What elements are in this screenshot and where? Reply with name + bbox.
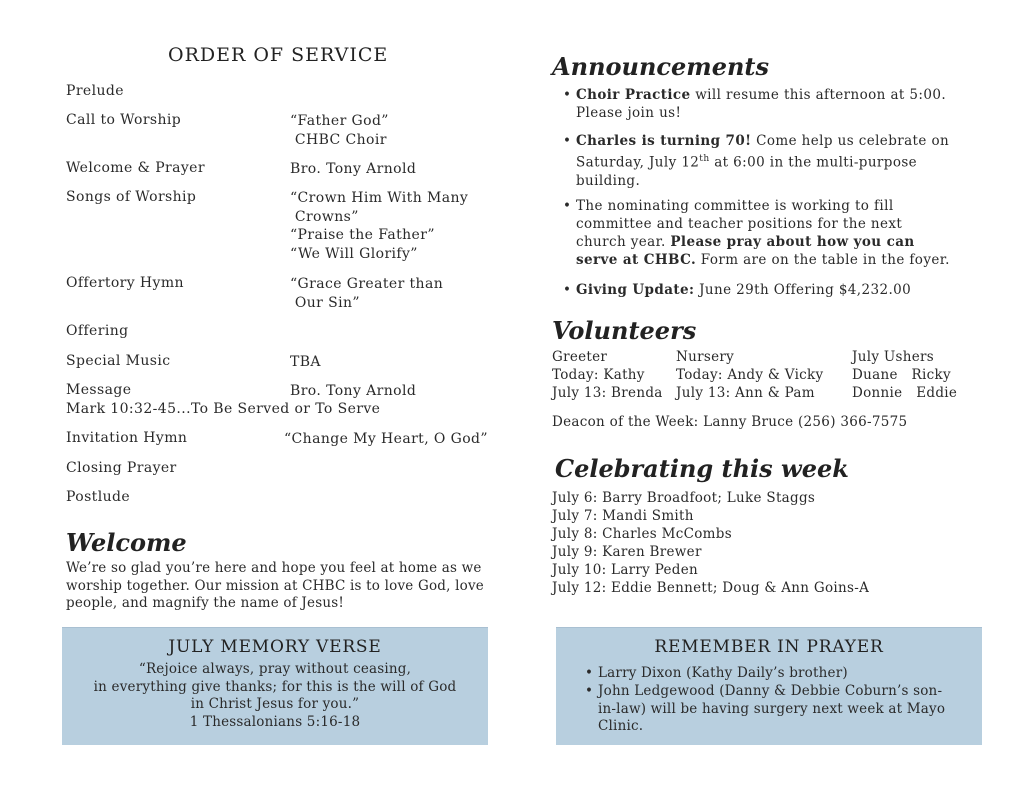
service-detail-line: TBA	[290, 354, 321, 370]
celebrating-list	[552, 489, 869, 597]
announcement-item	[563, 197, 956, 269]
greeter-title: Greeter	[552, 349, 608, 365]
announcement-item	[563, 132, 956, 190]
service-item-label: Prelude	[66, 83, 124, 99]
prayer-item	[585, 683, 958, 736]
announcement-tail: Form are on the table in the foyer.	[696, 252, 950, 268]
celebrating-line: July 12: Eddie Bennett; Doug & Ann Goins-A	[552, 580, 870, 596]
service-item-label: Postlude	[66, 489, 131, 505]
service-detail-line: Our Sin”	[290, 294, 360, 311]
service-detail-line: “Praise the Father”	[290, 227, 435, 243]
celebrating-line: July 10: Larry Peden	[552, 562, 698, 578]
service-item-detail	[290, 353, 321, 372]
prayer-item-text: John Ledgewood (Danny & Debbie Coburn’s son-in-law) will be having surgery next week at Mayo Clinic.	[598, 683, 946, 734]
service-detail-line: “Crown Him With Many	[290, 190, 469, 206]
service-item-label: Closing Prayer	[66, 460, 177, 476]
service-item-detail	[290, 160, 416, 179]
announcement-bold: Please pray about how you can serve at CHBC.	[576, 234, 915, 268]
announcement-item	[563, 86, 956, 122]
service-detail-line: “Change My Heart, O God”	[284, 431, 488, 447]
ushers-column	[852, 348, 957, 402]
announcement-tail: at 6:00 in the multi-purpose building.	[576, 154, 918, 189]
service-item-label: Songs of Worship	[66, 189, 197, 205]
announcement-text: Come help us celebrate on Saturday, July 12	[576, 133, 950, 171]
announcement-text: will resume this afternoon at 5:00. Please join us!	[576, 87, 947, 121]
bullet-icon: •	[563, 87, 572, 103]
announcement-bold: Giving Update:	[576, 282, 695, 298]
celebrating-heading: Celebrating this week	[555, 454, 849, 483]
service-item-label: Offering	[66, 323, 129, 339]
celebrating-line: July 6: Barry Broadfoot; Luke Staggs	[552, 490, 816, 506]
greeter-column	[552, 348, 663, 402]
ushers-title: July Ushers	[852, 349, 935, 365]
announcement-sup: th	[699, 154, 710, 164]
memory-verse-line: “Rejoice always, pray without ceasing,	[138, 661, 412, 677]
service-item-label: Message	[66, 382, 132, 398]
ushers-line: Donnie Eddie	[852, 385, 958, 401]
ushers-line: Duane Ricky	[852, 367, 951, 383]
greeter-line: July 13: Brenda	[552, 385, 663, 401]
memory-verse-reference: 1 Thessalonians 5:16-18	[189, 713, 361, 730]
service-item-detail	[290, 112, 389, 149]
announcements-heading: Announcements	[552, 52, 770, 81]
memory-verse-title: JULY MEMORY VERSE	[168, 637, 382, 657]
service-item-detail	[284, 430, 488, 449]
service-item-label: Invitation Hymn	[66, 430, 188, 446]
announcement-bold: Charles is turning 70!	[576, 133, 752, 149]
service-item-detail	[290, 382, 416, 401]
nursery-line: Today: Andy & Vicky	[676, 367, 824, 383]
service-detail-line: “We Will Glorify”	[290, 245, 418, 262]
service-detail-line: “Father God”	[290, 113, 389, 129]
service-detail-line: Bro. Tony Arnold	[290, 161, 417, 177]
bullet-icon: •	[563, 198, 572, 214]
service-detail-line: “Grace Greater than	[290, 276, 444, 292]
memory-verse-line: in Christ Jesus for you.”	[190, 696, 360, 712]
bullet-icon: •	[563, 133, 572, 149]
announcement-bold: Choir Practice	[576, 87, 691, 103]
celebrating-line: July 7: Mandi Smith	[552, 508, 694, 524]
celebrating-line: July 9: Karen Brewer	[552, 544, 702, 560]
prayer-title: REMEMBER IN PRAYER	[654, 637, 884, 657]
service-detail-line: Crowns”	[290, 208, 359, 225]
service-item-label: Welcome & Prayer	[66, 160, 205, 176]
service-item-label: Special Music	[66, 353, 171, 369]
welcome-heading: Welcome	[66, 528, 187, 557]
announcement-item	[563, 281, 956, 299]
service-detail-line: CHBC Choir	[290, 131, 387, 148]
announcement-text: June 29th Offering $4,232.00	[694, 282, 912, 298]
service-detail-line: Bro. Tony Arnold	[290, 383, 417, 399]
greeter-line: Today: Kathy	[552, 367, 645, 383]
celebrating-line: July 8: Charles McCombs	[552, 526, 732, 542]
nursery-column	[676, 348, 823, 402]
order-of-service-title: ORDER OF SERVICE	[168, 44, 389, 66]
volunteers-heading: Volunteers	[552, 316, 697, 345]
bullet-icon: •	[563, 282, 572, 298]
service-item-label: Mark 10:32-45...To Be Served or To Serve	[66, 401, 381, 417]
service-item-detail	[290, 275, 443, 312]
memory-verse-line: in everything give thanks; for this is the will of God	[93, 678, 457, 695]
prayer-item	[585, 665, 958, 683]
service-item-label: Offertory Hymn	[66, 275, 184, 291]
welcome-text: We’re so glad you’re here and hope you feel at home as we worship together. Our mission at CHBC is to love God, love people, and magnify the name of Jesus!	[66, 560, 484, 611]
service-item-detail	[290, 189, 468, 263]
prayer-item-text: Larry Dixon (Kathy Daily’s brother)	[598, 665, 848, 681]
bullet-icon: •	[585, 683, 594, 699]
announcement-text: The nominating committee is working to fill committee and teacher positions for the next church year.	[576, 198, 903, 250]
memory-verse-box	[62, 627, 488, 745]
deacon-of-week: Deacon of the Week: Lanny Bruce (256) 366-7575	[552, 414, 908, 430]
nursery-title: Nursery	[676, 349, 735, 365]
nursery-line: July 13: Ann & Pam	[676, 385, 815, 401]
service-item-label: Call to Worship	[66, 112, 182, 128]
bullet-icon: •	[585, 665, 594, 681]
